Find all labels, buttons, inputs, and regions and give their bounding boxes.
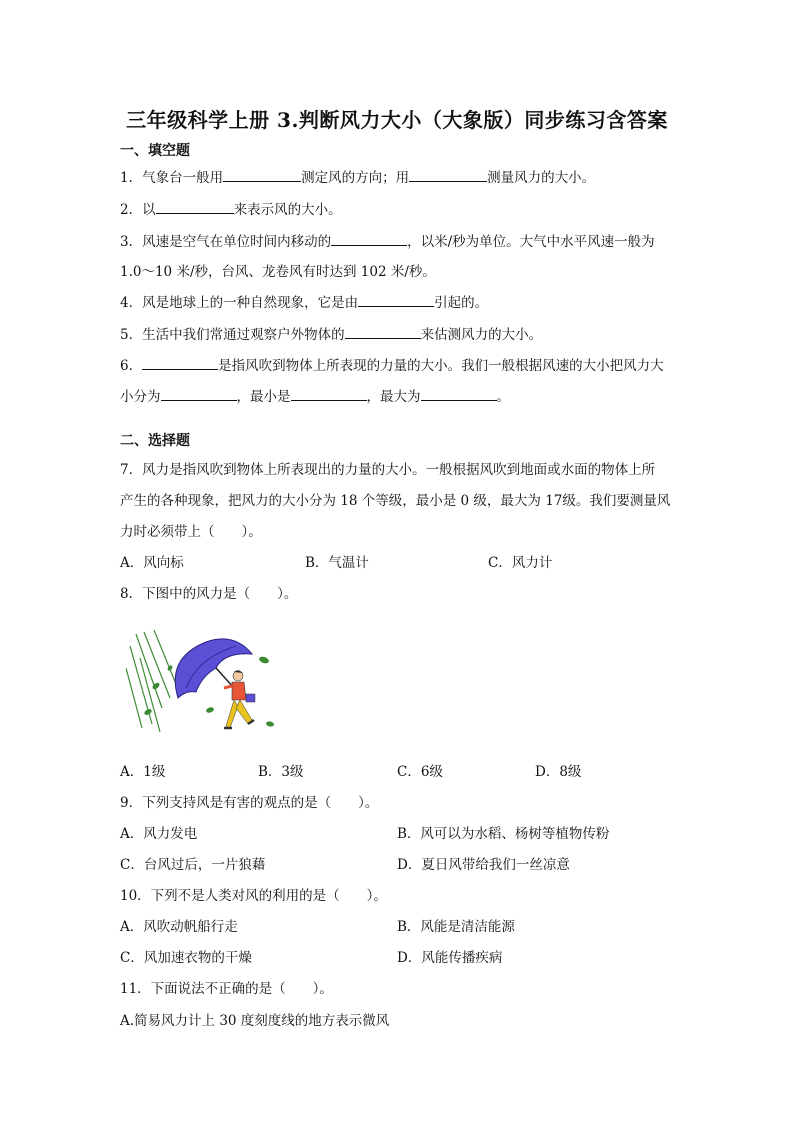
- q10-option-c[interactable]: C．风加速衣物的干燥: [120, 950, 252, 966]
- q6-blank-4[interactable]: [421, 386, 497, 401]
- q2-text-b: 来表示风的大小。: [233, 202, 342, 218]
- q4-text-b: 引起的。: [434, 295, 489, 311]
- q1-text-b: 测定风的方向；用: [301, 170, 410, 186]
- q7-option-b[interactable]: B．气温计: [305, 555, 369, 571]
- question-11: 11．下面说法不正确的是（ ）。: [120, 981, 333, 997]
- q9-option-c[interactable]: C．台风过后，一片狼藉: [120, 857, 266, 873]
- wind-streaks: [126, 630, 176, 732]
- q3-blank-1[interactable]: [331, 231, 407, 246]
- walking-girl: [224, 670, 255, 728]
- question-10: 10．下列不是人类对风的利用的是（ ）。: [120, 888, 387, 904]
- q3-text-a: 3．风速是空气在单位时间内移动的: [120, 234, 332, 250]
- question-3-line-2: 1.0～10 米/秒，台风、龙卷风有时达到 102 米/秒。: [120, 264, 436, 280]
- q6-blank-3[interactable]: [291, 386, 367, 401]
- page-title: 三年级科学上册 3.判断风力大小（大象版）同步练习含答案: [126, 108, 668, 132]
- q8-option-c[interactable]: C．6级: [397, 764, 443, 780]
- question-2: [120, 198, 342, 218]
- q11-option-a[interactable]: A.简易风力计上 30 度刻度线的地方表示微风: [120, 1013, 390, 1029]
- q6-text-a: 6．: [120, 358, 143, 374]
- q8-option-a[interactable]: A．1级: [120, 764, 166, 780]
- q6-text-e: ，最大为: [366, 389, 421, 405]
- question-6-line-2: [120, 385, 510, 405]
- q10-option-d[interactable]: D．风能传播疾病: [397, 950, 503, 966]
- question-6-line-1: [120, 354, 664, 374]
- q8-option-b[interactable]: B．3级: [258, 764, 304, 780]
- q1-text-c: 测量风力的大小。: [487, 170, 596, 186]
- windy-umbrella-illustration: [126, 628, 284, 738]
- q8-option-d[interactable]: D．8级: [535, 764, 582, 780]
- question-5: [120, 323, 542, 343]
- question-1: [120, 166, 595, 186]
- question-7-line-3: 力时必须带上（ ）。: [120, 524, 262, 540]
- q6-text-c: 小分为: [120, 389, 161, 405]
- question-9: 9．下列支持风是有害的观点的是（ ）。: [120, 795, 379, 811]
- question-3-line-1: [120, 230, 655, 250]
- question-8: 8．下图中的风力是（ ）。: [120, 586, 298, 602]
- q5-text-a: 5．生活中我们常通过观察户外物体的: [120, 327, 345, 343]
- q3-text-b: ，以米/秒为单位。大气中水平风速一般为: [407, 234, 655, 250]
- q10-option-b[interactable]: B．风能是清洁能源: [397, 919, 515, 935]
- question-7-line-2: 产生的各种现象，把风力的大小分为 18 个等级，最小是 0 级，最大为 17级。我们要测量风: [120, 493, 671, 509]
- q5-blank-1[interactable]: [345, 324, 421, 339]
- q10-option-a[interactable]: A．风吹动帆船行走: [120, 919, 238, 935]
- q5-text-b: 来估测风力的大小。: [420, 327, 543, 343]
- q9-option-d[interactable]: D．夏日风带给我们一丝凉意: [397, 857, 570, 873]
- q2-blank-1[interactable]: [156, 199, 234, 214]
- q1-text-a: 1．气象台一般用: [120, 170, 224, 186]
- q7-option-a[interactable]: A．风向标: [120, 555, 184, 571]
- question-4: [120, 291, 488, 311]
- q1-blank-1[interactable]: [223, 167, 301, 182]
- q6-text-d: ，最小是: [236, 389, 291, 405]
- q7-option-c[interactable]: C．风力计: [488, 555, 553, 571]
- q2-text-a: 2．以: [120, 202, 156, 218]
- q6-blank-1[interactable]: [142, 355, 218, 370]
- q9-option-a[interactable]: A．风力发电: [120, 826, 198, 842]
- q9-option-b[interactable]: B．风可以为水稻、杨树等植物传粉: [397, 826, 610, 842]
- section-fill-heading: 一、填空题: [120, 143, 190, 159]
- q4-text-a: 4．风是地球上的一种自然现象，它是由: [120, 295, 359, 311]
- q6-text-b: 是指风吹到物体上所表现的力量的大小。我们一般根据风速的大小把风力大: [218, 358, 664, 374]
- question-7-line-1: 7．风力是指风吹到物体上所表现出的力量的大小。一般根据风吹到地面或水面的物体上所: [120, 462, 656, 478]
- q4-blank-1[interactable]: [358, 292, 434, 307]
- q6-text-f: 。: [496, 389, 510, 405]
- section-choice-heading: 二、选择题: [120, 433, 190, 449]
- q1-blank-2[interactable]: [409, 167, 487, 182]
- q6-blank-2[interactable]: [161, 386, 237, 401]
